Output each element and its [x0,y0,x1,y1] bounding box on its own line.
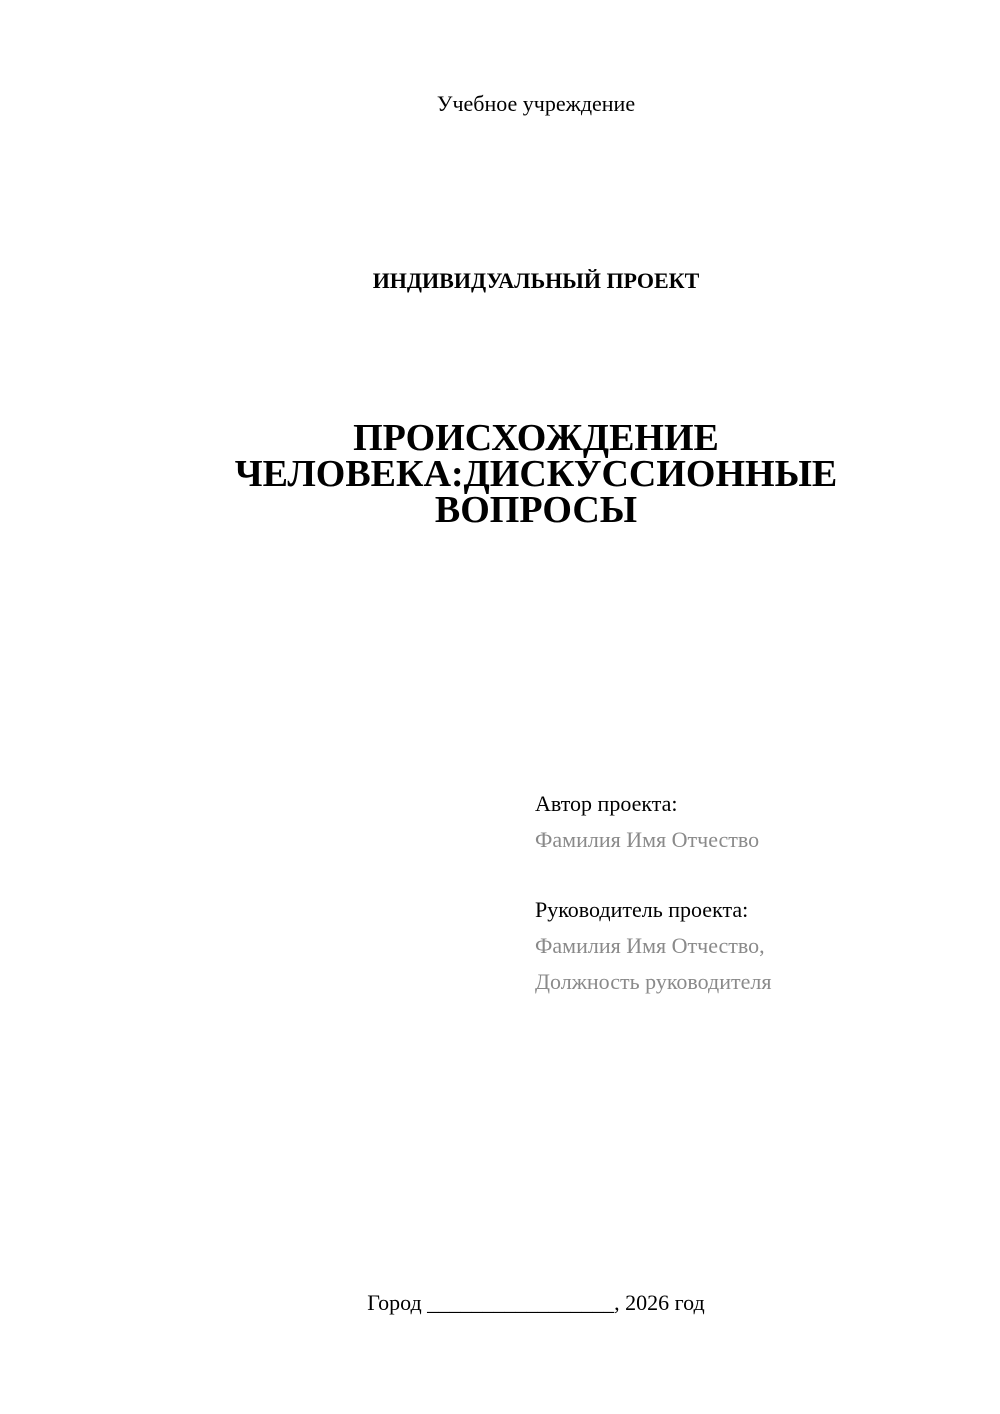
author-block [535,786,975,858]
author-name: Фамилия Имя Отчество [535,827,760,852]
project-title-line-3: ВОПРОСЫ [434,489,638,531]
document-type: ИНДИВИДУАЛЬНЫЙ ПРОЕКТ [372,268,700,293]
author-label: Автор проекта: [535,791,678,816]
project-title-line-1: ПРОИСХОЖДЕНИЕ [353,417,719,459]
project-title [200,417,872,531]
supervisor-label: Руководитель проекта: [535,897,749,922]
institution-name: Учебное учреждение [436,91,636,116]
supervisor-block [535,892,975,1000]
supervisor-position: Должность руководителя [535,969,772,994]
project-title-line-2: ЧЕЛОВЕКА:ДИСКУССИОННЫЕ [234,453,838,495]
city-year-line: Город _________________, 2026 год [367,1290,705,1315]
supervisor-name: Фамилия Имя Отчество, [535,933,765,958]
